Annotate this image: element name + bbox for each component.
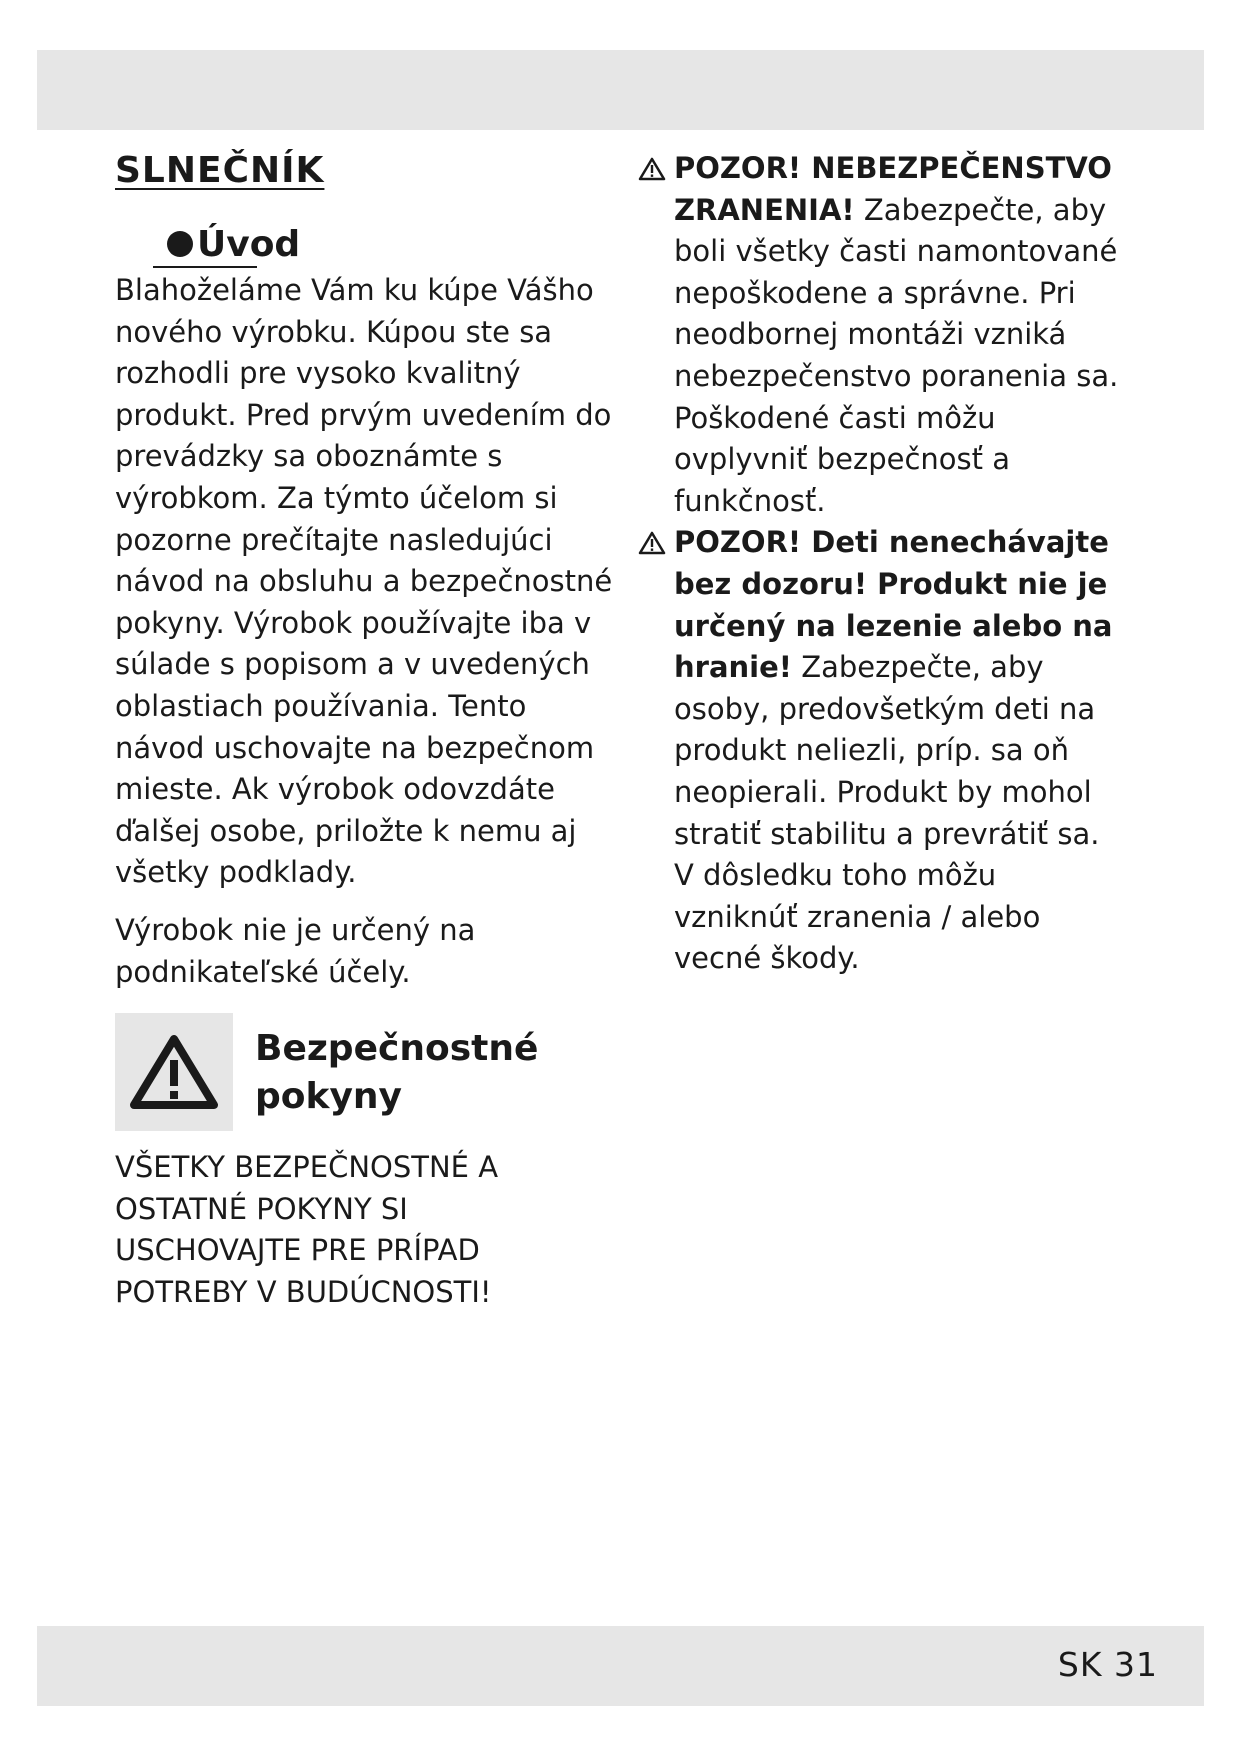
right-column: [638, 148, 1123, 980]
header-band: [37, 50, 1204, 130]
warning-triangle-icon: [115, 1013, 233, 1131]
warning-children: [638, 522, 1123, 980]
intro-paragraph: Blahoželáme Vám ku kúpe Vášho nového výrobku. Kúpou ste sa rozhodli pre vysoko kvalitný produkt. Pred prvým uvedením do prevádzky sa oboznámte s výrobkom. Za týmto účelom si pozorne prečítajte nasledujúci návod na obsluhu a bezpečnostné pokyny. Výrobok používajte iba v súlade s popisom a v uvedených oblastiach používania. Tento návod uschovajte na bezpečnom mieste. Ak výrobok odovzdáte ďalšej osobe, priložte k nemu aj všetky podklady.: [115, 273, 613, 890]
warning-injury: [638, 148, 1123, 522]
heading-underline: [153, 266, 257, 268]
warning-children-body: Zabezpečte, aby osoby, predovšetkým deti na produkt neliezli, príp. sa oň neopierali. Produkt by mohol stratiť stabilitu a prevrátiť sa. V dôsledku toho môžu vzniknúť zranenia / alebo vecné škody.: [674, 650, 1100, 976]
intro-note: Výrobok nie je určený na podnikateľské účely.: [115, 912, 476, 989]
warning-injury-body: Zabezpečte, aby boli všetky časti namontované nepoškodene a správne. Pri neodbornej montáži vzniká nebezpečenstvo poranenia sa. Poškodené časti môžu ovplyvniť bezpečnosť a funkčnosť.: [674, 192, 1119, 518]
bullet-icon: [167, 231, 193, 257]
warning-children-text: [674, 522, 1123, 980]
safety-heading: Bezpečnostné pokyny: [255, 1028, 539, 1118]
safety-caps-text: VŠETKY BEZPEČNOSTNÉ A OSTATNÉ POKYNY SI USCHOVAJTE PRE PRÍPAD POTREBY V BUDÚCNOSTI!: [115, 1150, 499, 1309]
left-column: [115, 148, 615, 1313]
warning-small-icon: [638, 148, 668, 185]
page-title: SLNEČNÍK: [115, 150, 325, 191]
footer-band: [37, 1626, 1204, 1706]
intro-heading: [167, 222, 300, 268]
intro-heading-label: Úvod: [197, 224, 301, 265]
warning-injury-text: [674, 148, 1123, 522]
warning-injury-bold: POZOR! NEBEZPEČENSTVO ZRANENIA!: [674, 151, 1112, 227]
page-number: SK 31: [1057, 1645, 1158, 1684]
safety-block: [115, 1013, 615, 1131]
warning-children-bold: POZOR! Deti nenechávajte bez dozoru! Produkt nie je určený na lezenie alebo na hranie!: [674, 525, 1113, 685]
warning-small-icon: [638, 522, 668, 559]
